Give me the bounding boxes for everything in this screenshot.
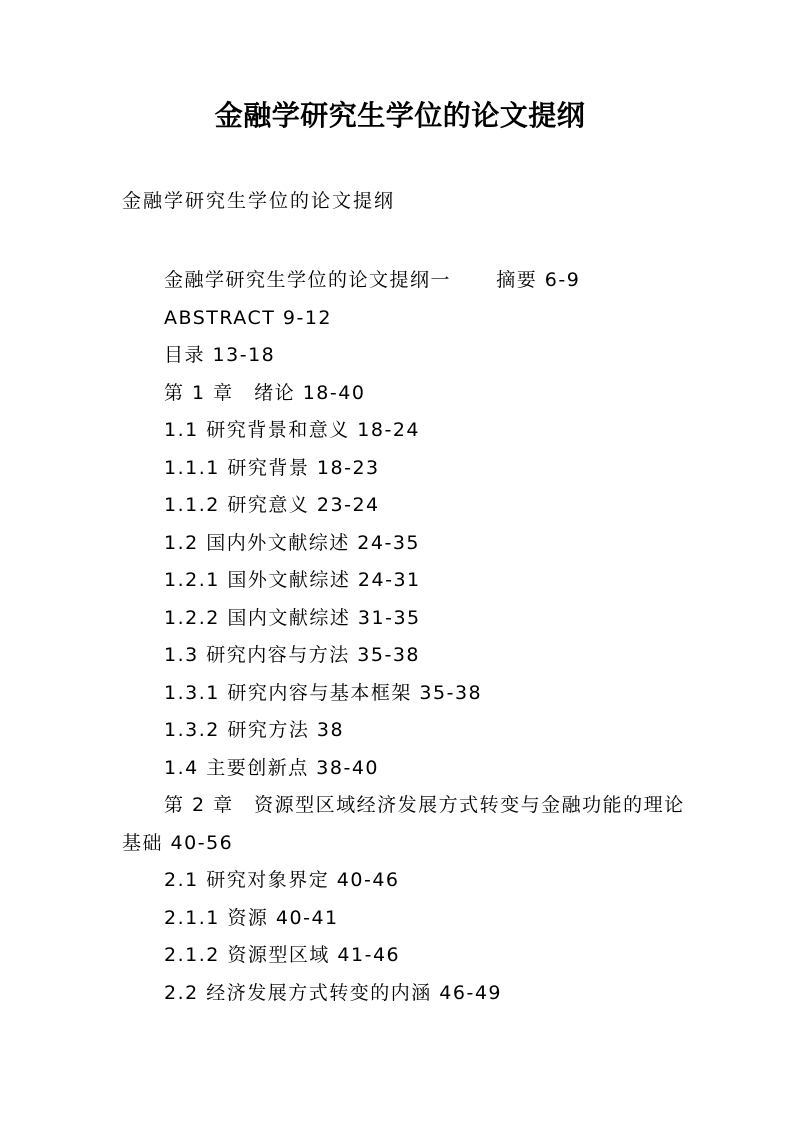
toc-line: 2.1.2 资源型区域 41-46 (164, 944, 401, 966)
toc-line: 2.1.1 资源 40-41 (164, 906, 339, 929)
document-subtitle: 金融学研究生学位的论文提纲 (122, 190, 396, 212)
toc-line: 1.1.1 研究背景 18-23 (164, 456, 380, 479)
table-of-contents (122, 262, 692, 1012)
toc-line: ABSTRACT 9-12 (164, 306, 332, 329)
toc-line: 第 2 章 资源型区域经济发展方式转变与金融功能的理论基础 40-56 (122, 794, 685, 854)
toc-line: 1.3.1 研究内容与基本框架 35-38 (164, 681, 483, 704)
toc-line: 1.1 研究背景和意义 18-24 (164, 419, 421, 441)
toc-line: 目录 13-18 (164, 344, 276, 366)
toc-line: 1.4 主要创新点 38-40 (164, 756, 380, 779)
toc-line: 1.3.2 研究方法 38 (164, 719, 345, 741)
toc-line: 2.2 经济发展方式转变的内涵 46-49 (164, 981, 503, 1004)
document-title: 金融学研究生学位的论文提纲 (214, 99, 586, 132)
toc-line: 2.1 研究对象界定 40-46 (164, 869, 400, 891)
toc-line: 1.2.2 国内文献综述 31-35 (164, 606, 421, 629)
toc-line: 1.2.1 国外文献综述 24-31 (164, 569, 421, 591)
toc-line: 金融学研究生学位的论文提纲一 摘要 6-9 (164, 269, 581, 291)
toc-line: 1.1.2 研究意义 23-24 (164, 494, 380, 516)
toc-line: 1.2 国内外文献综述 24-35 (164, 531, 421, 554)
toc-line: 第 1 章 绪论 18-40 (164, 381, 366, 404)
toc-line: 1.3 研究内容与方法 35-38 (164, 644, 421, 666)
